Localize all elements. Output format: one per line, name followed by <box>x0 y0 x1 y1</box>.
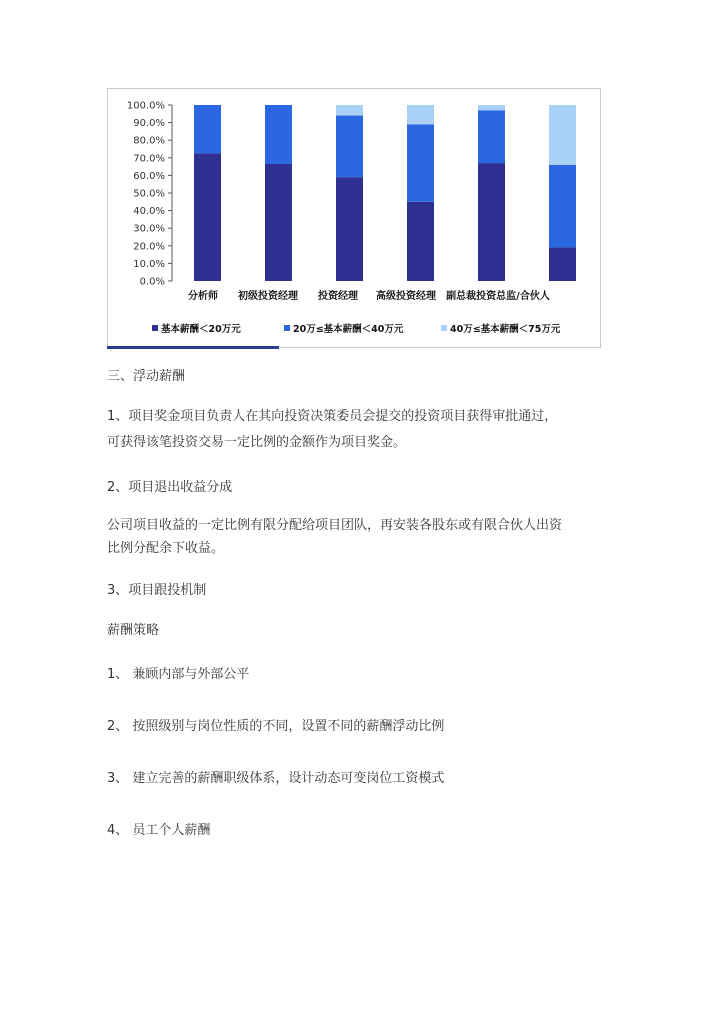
x-category-label: 副总裁投资总监/合伙人 <box>446 291 550 302</box>
bar-segment <box>265 105 292 164</box>
bar-segment <box>407 202 434 281</box>
y-tick-label: 100.0% <box>126 100 165 112</box>
x-category-label: 投资经理 <box>318 291 358 302</box>
strategy-item-1: 1、 兼顾内部与外部公平 <box>107 667 250 682</box>
item1-line1: 1、项目奖金项目负责人在其向投资决策委员会提交的投资项目获得审批通过， <box>107 409 558 424</box>
y-tick-label: 60.0% <box>133 170 165 182</box>
x-category-label: 分析师 <box>188 291 218 302</box>
y-tick-label: 80.0% <box>133 135 165 147</box>
y-tick-label: 10.0% <box>133 258 165 270</box>
legend-label: 基本薪酬＜20万元 <box>161 324 241 335</box>
bar-segment <box>478 105 505 110</box>
chart-canvas <box>108 89 602 349</box>
strategy-item-3: 3、 建立完善的薪酬职级体系，设计动态可变岗位工资模式 <box>107 771 445 786</box>
y-tick-label: 20.0% <box>133 241 165 253</box>
item2-line1: 公司项目收益的一定比例有限分配给项目团队，再安装各股东或有限合伙人出资 <box>107 518 563 533</box>
y-tick-label: 40.0% <box>133 206 165 218</box>
section-heading: 三、浮动薪酬 <box>107 369 186 384</box>
strategy-heading: 薪酬策略 <box>107 623 160 638</box>
bar-segment <box>336 116 363 178</box>
item3-heading: 3、项目跟投机制 <box>107 583 207 598</box>
bar-segment <box>407 105 434 124</box>
bar-segment <box>336 105 363 116</box>
legend-swatch <box>284 325 290 331</box>
bar-segment <box>194 153 221 281</box>
y-tick-label: 50.0% <box>133 188 165 200</box>
item2-heading: 2、项目退出收益分成 <box>107 480 233 495</box>
bar-segment <box>478 163 505 281</box>
y-tick-label: 90.0% <box>133 118 165 130</box>
bar-segment <box>194 105 221 153</box>
strategy-item-2: 2、 按照级别与岗位性质的不同，设置不同的薪酬浮动比例 <box>107 719 445 734</box>
legend-label: 20万≤基本薪酬＜40万元 <box>293 324 404 335</box>
stacked-bar-chart <box>107 88 601 348</box>
x-category-label: 初级投资经理 <box>238 291 298 302</box>
y-tick-label: 70.0% <box>133 153 165 165</box>
bar-segment <box>478 110 505 163</box>
x-category-label: 高级投资经理 <box>376 291 436 302</box>
bar-segment <box>336 177 363 281</box>
legend-swatch <box>152 325 158 331</box>
strategy-item-4: 4、 员工个人薪酬 <box>107 823 211 838</box>
item2-line2: 比例分配余下收益。 <box>107 541 225 556</box>
bar-segment <box>549 165 576 248</box>
legend-label: 40万≤基本薪酬＜75万元 <box>450 324 561 335</box>
y-tick-label: 30.0% <box>133 223 165 235</box>
bar-segment <box>265 164 292 281</box>
item1-line2: 可获得该笔投资交易一定比例的金额作为项目奖金。 <box>107 435 407 450</box>
y-tick-label: 0.0% <box>139 276 165 288</box>
bar-segment <box>407 124 434 201</box>
chart-underline <box>107 346 279 349</box>
legend-swatch <box>441 325 447 331</box>
bar-segment <box>549 248 576 281</box>
bar-segment <box>549 105 576 165</box>
